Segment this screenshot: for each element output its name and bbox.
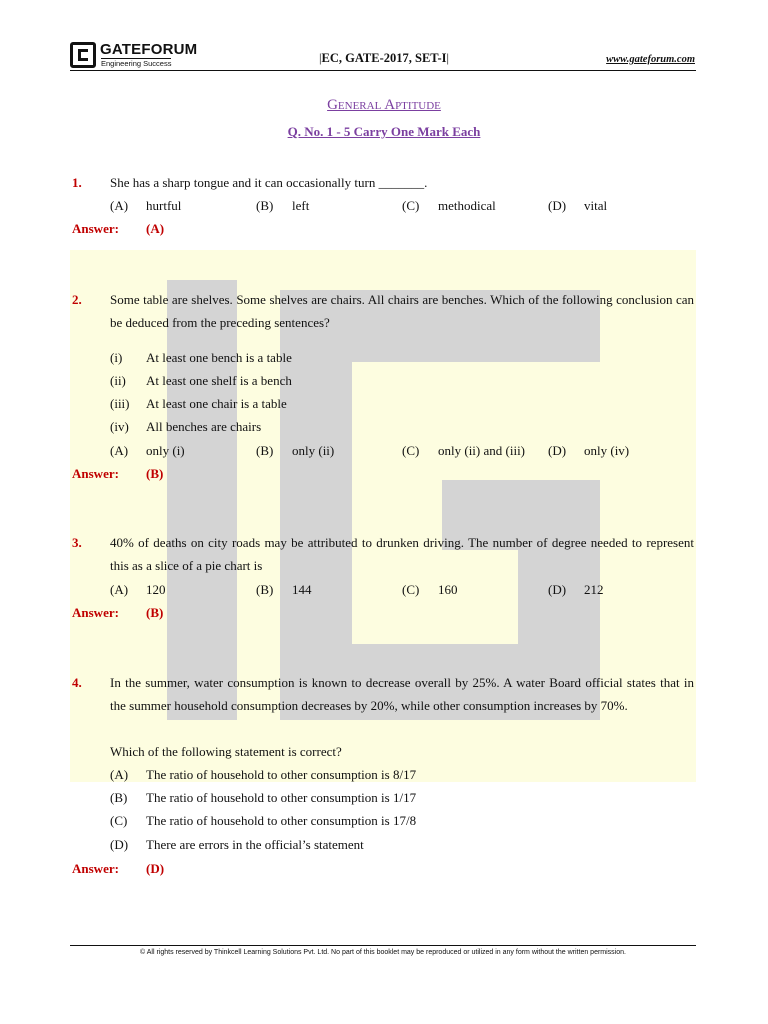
answer-value: (B) [146, 466, 164, 481]
statement-label: (ii) [110, 373, 126, 388]
answer-value: (B) [146, 605, 164, 620]
paper-title-text: EC, GATE-2017, SET-I [321, 51, 447, 65]
statement-text: At least one bench is a table [146, 350, 292, 365]
website-link[interactable]: www.gateforum.com [606, 54, 695, 65]
section-title: General Aptitude [327, 97, 441, 113]
answer-value: (D) [146, 861, 165, 876]
answer-label: Answer: [72, 221, 119, 236]
option-label: (A) [110, 767, 129, 782]
option-label: (C) [402, 582, 420, 597]
logo-name: GATEFORUM [100, 41, 198, 58]
option-label: (C) [402, 198, 420, 213]
answer-label: Answer: [72, 605, 119, 620]
option-text: There are errors in the official’s statement [146, 837, 364, 852]
option-text: 120 [146, 582, 166, 597]
option-text: 160 [438, 582, 458, 597]
question-text: 40% of deaths on city roads may be attributed to drunken driving. The number of degree needed to represent this as a slice of a pie chart is [110, 535, 694, 573]
option-text: left [292, 198, 310, 213]
statement-text: At least one chair is a table [146, 396, 287, 411]
copyright-notice: © All rights reserved by Thinkcell Learning Solutions Pvt. Ltd. No part of this booklet may be reproduced or utilized in any form without the written permission. [140, 949, 626, 956]
question-text: She has a sharp tongue and it can occasionally turn _______. [110, 175, 428, 190]
question-number: 3. [72, 535, 82, 550]
option-label: (D) [548, 582, 567, 597]
question-text: In the summer, water consumption is known to decrease overall by 25%. A water Board official states that in the summer household consumption decreases by 20%, while other consumption increases by 70%. [110, 675, 694, 713]
answer-value: (A) [146, 221, 165, 236]
option-label: (C) [402, 443, 420, 458]
option-text: only (ii) and (iii) [438, 443, 526, 458]
statement-text: All benches are chairs [146, 419, 262, 434]
statement-text: At least one shelf is a bench [146, 373, 292, 388]
question-text: Some table are shelves. Some shelves are chairs. All chairs are benches. Which of the following conclusion can be deduced from the preceding sentences? [110, 292, 694, 330]
option-label: (A) [110, 443, 129, 458]
option-text: 144 [292, 582, 312, 597]
option-text: hurtful [146, 198, 182, 213]
option-text: vital [584, 198, 608, 213]
option-label: (B) [256, 582, 274, 597]
option-label: (B) [256, 198, 274, 213]
option-label: (D) [548, 198, 567, 213]
statement-label: (i) [110, 350, 123, 365]
option-text: only (ii) [292, 443, 335, 458]
statement-label: (iv) [110, 419, 129, 434]
option-text: methodical [438, 198, 496, 213]
option-text: The ratio of household to other consumption is 17/8 [146, 813, 417, 828]
header-divider [70, 70, 696, 71]
answer-label: Answer: [72, 861, 119, 876]
question-number: 1. [72, 175, 82, 190]
paper-title: |EC, GATE-2017, SET-I| [318, 51, 450, 65]
option-text: only (iv) [584, 443, 630, 458]
option-text: The ratio of household to other consumption is 1/17 [146, 790, 417, 805]
question-number: 2. [72, 292, 82, 307]
footer-divider [70, 945, 696, 946]
option-label: (C) [110, 813, 128, 828]
statement-label: (iii) [110, 396, 130, 411]
option-label: (D) [110, 837, 129, 852]
option-text: 212 [584, 582, 604, 597]
option-label: (B) [256, 443, 274, 458]
option-label: (B) [110, 790, 128, 805]
logo-tagline: Engineering Success [101, 59, 172, 68]
answer-label: Answer: [72, 466, 119, 481]
option-label: (A) [110, 582, 129, 597]
option-label: (A) [110, 198, 129, 213]
option-label: (D) [548, 443, 567, 458]
option-text: only (i) [146, 443, 185, 458]
question-prompt: Which of the following statement is correct? [110, 744, 342, 759]
question-number: 4. [72, 675, 82, 690]
section-subtitle: Q. No. 1 - 5 Carry One Mark Each [287, 124, 481, 139]
option-text: The ratio of household to other consumption is 8/17 [146, 767, 417, 782]
